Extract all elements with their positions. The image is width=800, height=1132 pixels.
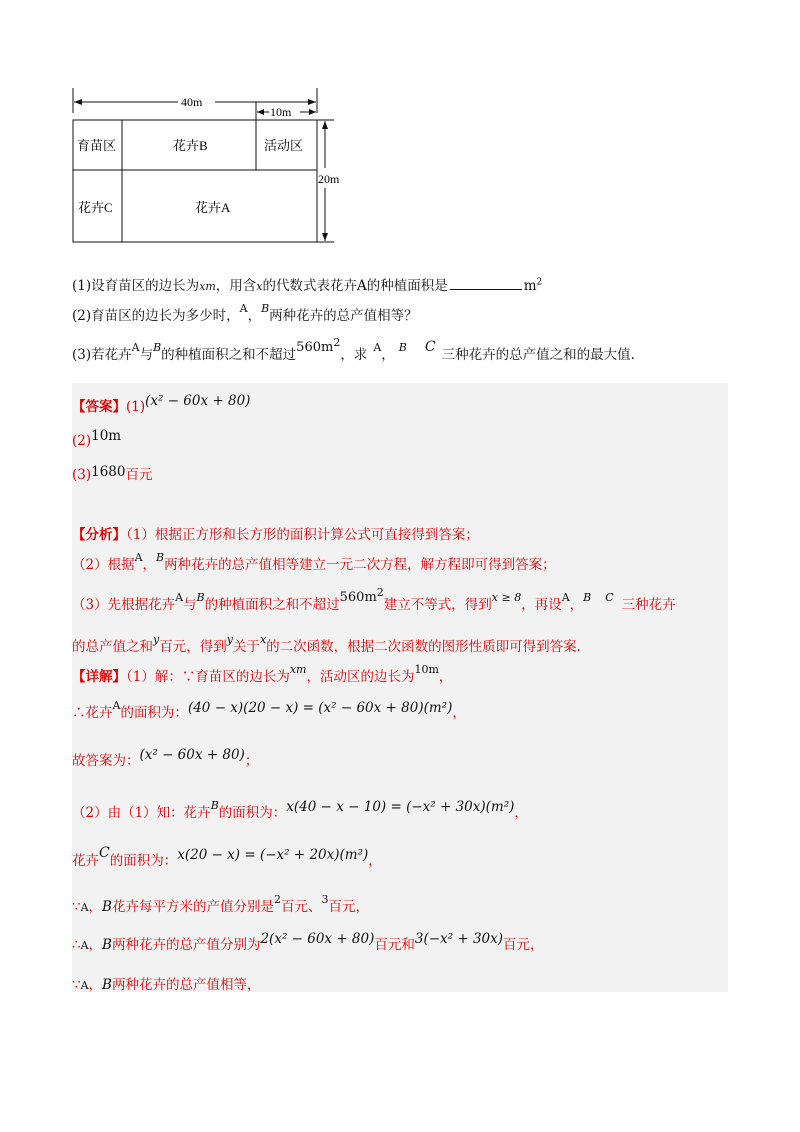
nursery-label: 育苗区 [77, 138, 117, 153]
question-1: (1)设育苗区的边长为xm，用含x的代数式表花卉A的种植面积是 $m^2$ [72, 277, 543, 294]
detail-line-6: ∵A，B花卉每平方米的产值分别是$^2$百元、$^3$百元， [72, 893, 369, 915]
detail-line-1: 【详解】（1）解：∵育苗区的边长为$^{xm}$，活动区的边长为$^{10m}$， [72, 663, 453, 685]
answer-blank [450, 277, 522, 290]
detail-line-2: ∴花卉$^A$的面积为：(40 − x)(20 − x) = (x² − 60x + 80)(m²)， [72, 699, 466, 721]
answer-line-2: (2)10m [72, 428, 122, 449]
detail-line-8: ∵A，B两种花卉的总产值相等， [72, 977, 261, 993]
solution-panel [72, 383, 728, 992]
answer-line-3: (3)1680百元 [72, 464, 153, 483]
garden-diagram [60, 88, 350, 253]
detail-line-3: 故答案为：(x² − 60x + 80)； [72, 747, 259, 769]
analysis-line-2: （2）根据$^A$，$^B$两种花卉的总产值相等建立一元二次方程，解方程即可得到答案； [72, 551, 556, 573]
detail-line-4: （2）由（1）知：花卉$^B$的面积为：x(40 − x − 10) = (−x² + 30x)(m²)， [72, 799, 528, 821]
question-2: (2)育苗区的边长为多少时，$^A$，$^B$两种花卉的总产值相等？ [72, 302, 418, 324]
width-label: 40m [181, 95, 203, 109]
detail-line-7: ∴A，B两种花卉的总产值分别为2(x² − 60x + 80)百元和3(−x² + 30x)百元， [72, 931, 544, 953]
activity-label: 活动区 [264, 138, 304, 153]
analysis-line-1: 【分析】（1）根据正方形和长方形的面积计算公式可直接得到答案； [72, 527, 479, 543]
activity-width-label: 10m [270, 105, 292, 119]
analysis-line-4: 的总产值之和$^y$百元，得到$^y$关于$^x$的二次函数，根据二次函数的图形性质即可得到答案. [72, 633, 581, 655]
height-label: 20m [318, 172, 340, 186]
detail-line-5: 花卉C的面积为：x(20 − x) = (−x² + 20x)(m²)， [72, 845, 382, 869]
analysis-line-3: （3）先根据花卉$^A$与$^B$的种植面积之和不超过$560m^2$建立不等式，得到$^{x \ge 8}$，再设$^A$，$^B$ $^C$ 三种花卉 [72, 585, 676, 613]
flower-b-label: 花卉B [173, 138, 208, 153]
answer-line-1: 【答案】(1)(x² − 60x + 80) [72, 393, 251, 415]
flower-c-label: 花卉C [78, 200, 113, 215]
flower-a-label: 花卉A [195, 200, 231, 215]
question-3: (3)若花卉$^A$与$^B$的种植面积之和不超过$560m^2$，求 $^A$， $^B$ C 三种花卉的总产值之和的最大值. [72, 335, 635, 363]
